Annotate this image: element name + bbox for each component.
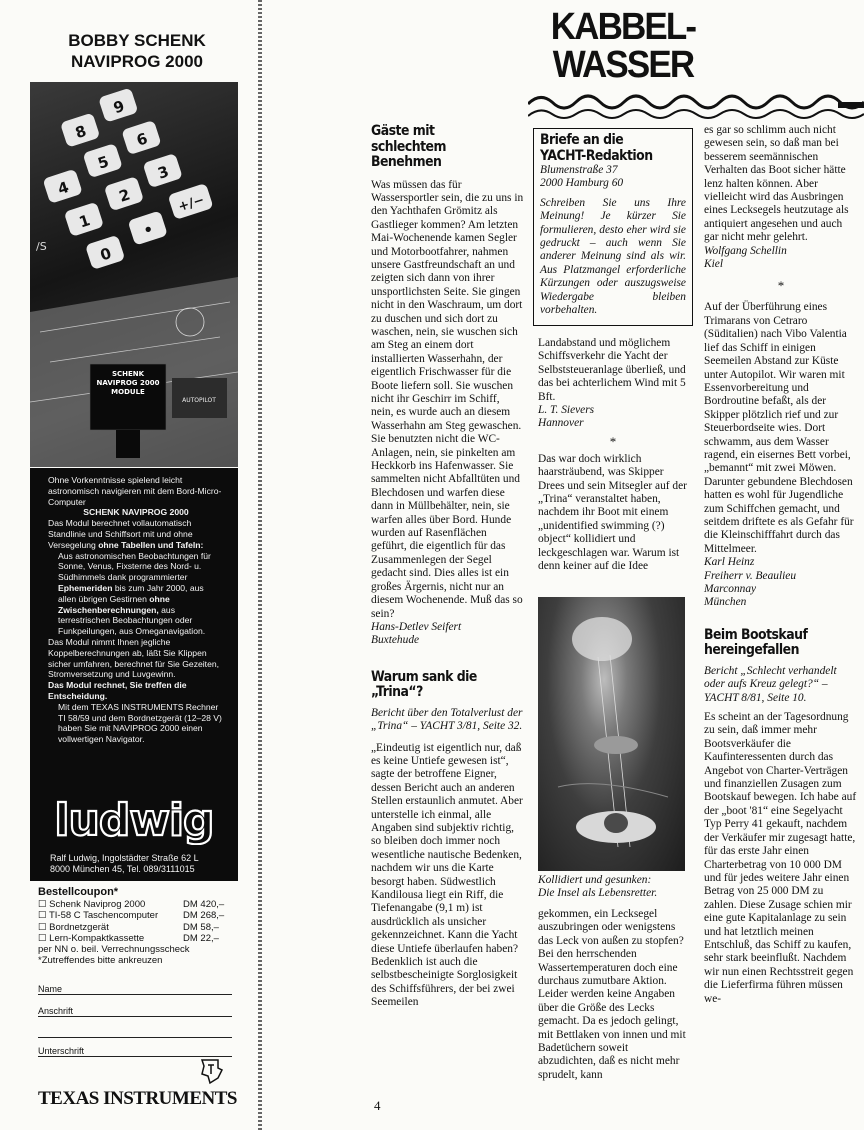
ad-address-line1: Ralf Ludwig, Ingolstädter Straße 62 L: [50, 853, 199, 863]
article-reference: Bericht „Schlecht verhandelt oder aufs Kreuz gelegt?“ –YACHT 8/81, Seite 10.: [704, 664, 837, 704]
calculator-key: [42, 169, 82, 204]
article-reference: Bericht über den Totalverlust der „Trina“ – YACHT 3/81, Seite 32.: [371, 706, 523, 733]
svg-text:1: 1: [76, 211, 93, 232]
article-body: Es scheint an der Tagesordnung zu sein, daß immer mehr Bootsverkäufer die Kaufinteressenten durch das Angebot von Charter-Verträgen und finanziellen Zusagen zum Bootskauf bewegen. Ich habe auf der „boot '81“ eine Segelyacht Typ Perry 41 gekauft, nachdem der Verkäufer mir zugesagt hatte, für das erste Jahr einen Charterbetrag von 10 000 DM und für jedes weitere Jahr einen Betrag von 25 000 DM zu zahlen. Diese Zusage schien mir eine gute Kapitalanlage zu sein und hat letztlich meinen Entschluß, das Schiff zu kaufen, sehr stark beeinflußt. Nachdem wir nun einen Rechtsstreit gegen die Lieferfirma führen müssen we-: [704, 711, 857, 1005]
ad-desc3: Das Modul nimmt Ihnen jegliche Koppelberechnungen ab, läßt Sie Klippen sicher umfahren, berechnet für Sie Gezeiten, Stromversetzung und Luvgewinn.: [48, 636, 220, 680]
column-1: [371, 124, 524, 1010]
ad-address: [50, 853, 230, 875]
coupon-item[interactable]: ☐ Lern-Kompaktkassette DM 22,–: [38, 932, 219, 944]
letters-heading: Briefe an die YACHT-Redaktion: [540, 132, 653, 164]
column-3: [704, 124, 858, 1006]
calculator-key: [121, 120, 161, 155]
svg-text:4: 4: [55, 178, 72, 199]
column-2-continued: [538, 908, 688, 1082]
page-number: 4: [374, 1098, 381, 1113]
calculator-key: [168, 183, 214, 220]
signature-field[interactable]: Unterschrift: [38, 1046, 232, 1057]
svg-text:6: 6: [134, 129, 150, 150]
ad-product-name: SCHENK NAVIPROG 2000: [83, 507, 189, 518]
calculator-key: [104, 176, 144, 211]
article-body: gekommen, ein Lecksegel auszubringen oder wenigstens das Leck von außen zu stopfen? Bei den herrschenden Wassertemperaturen doch eine durchaus zumutbare Aktion. Leider werden keine Angaben über die Größe des Lecks gemacht. Da es jedoch gelingt, mit Bettlaken von innen und mit Badetüchern soweit abzudichten, daß es nicht mehr sprudelt, kann: [538, 908, 686, 1081]
coupon-title: Bestellcoupon*: [38, 886, 119, 898]
address-field-line2[interactable]: [38, 1025, 232, 1038]
address-field[interactable]: Anschrift: [38, 1006, 232, 1017]
calculator-key: [128, 210, 168, 245]
letters-box: [533, 128, 693, 326]
ad-desc2: Aus astronomischen Beobachtungen für Sonne, Venus, Fixsterne des Nord- u. Südhimmels dank programmierter Ephemeriden bis zum Jahr 2000, aus allen übrigen Gestirnen ohne Zwischenberechnungen, aus terrestrischen Beobachtungen oder Funkpeilungen, aus Omeganavigation.: [58, 550, 211, 637]
article-signature: L. T. Sievers: [538, 404, 595, 417]
svg-text:8: 8: [73, 121, 89, 143]
ad-desc1: Das Modul berechnet vollautomatisch Standlinie und Schiffsort mit und ohne Versegelung: [48, 518, 193, 550]
masthead-line1: KABBEL-: [550, 6, 696, 48]
liferaft-illustration: [538, 597, 685, 871]
section-divider: *: [609, 433, 617, 449]
masthead-line2: WASSER: [552, 44, 694, 86]
column-2: [538, 337, 688, 574]
svg-text:2: 2: [116, 185, 133, 206]
ad-description: [48, 475, 224, 745]
article-signature: Hans-Detlev Seifert: [371, 620, 462, 633]
masthead: [538, 8, 708, 100]
coupon-item[interactable]: ☐ Bordnetzgerät DM 58,–: [38, 921, 219, 933]
svg-text:5: 5: [95, 152, 112, 173]
masthead-waves: [528, 88, 864, 128]
article-signature: Wolfgang Schellin: [704, 244, 787, 257]
article-signature-city: Hannover: [538, 417, 584, 430]
ti-logo-icon: [196, 1056, 226, 1086]
svg-text:0: 0: [98, 244, 114, 265]
article-body: Was müssen das für Wassersportler sein, die zu uns in den Yachthafen Grömitz als Gastlieger kommen? Am letzten Mai-Wochenende kamen Segler und Motorbootfahrer, nahmen unsere Gastfreundschaft an und zeigten sich dann von ihrer unsportlichsten Seite. Sie gingen nicht in den Waschraum, um dort zu duschen und sich dort zu waschen, nein, sie wuschen sich am Steg an einem dort installierten Wasserhahn, der eigentlich Frischwasser für die Boote liefern soll. Sie wuschen nicht ihr Geschirr im Schiff, nein, es wurde auch an diesem Wasserhahn am Steg gewaschen. Sie benutzten nicht die WC-Anlagen, nein, sie pinkelten am Heckkorb ins Hafenwasser. Sie sammelten nicht Abfalltüten und Blechdosen und warfen diese dann in Müllbehälter, nein, sie warfen alles über Bord. Hunde wurden auf Rasenflächen geführt, die eigentlich für das Zusammenlegen der Segel gedacht sind. Dies alles ist ein großes Ärgernis, nicht nur an diesem Wochenende. Muß das so sein?: [371, 178, 524, 620]
ad-desc5: Mit dem TEXAS INSTRUMENTS Rechner TI 58/59 und dem Bordnetzgerät (12–28 V) haben Sie mit NAVIPROG 2000 einen vollwertigen Navigator.: [58, 701, 222, 745]
module-label: SCHENK NAVIPROG 2000 MODULE: [96, 370, 160, 396]
ad-intro: Ohne Vorkenntnisse spielend leicht astronomisch navigieren mit dem Bord-Micro-Computer: [48, 475, 222, 507]
name-field[interactable]: Name: [38, 984, 232, 995]
article-body: Das war doch wirklich haarsträubend, was Skipper Drees und sein Mitsegler auf der „Trina“ veranstaltet haben, nachdem ihr Boot mit einem „unidentified swimming (?) object“ kollidiert und leckgeschlagen war. Warum ist denn keiner auf die Idee: [538, 452, 687, 573]
article-signature-city: Kiel: [704, 258, 723, 271]
sinking-yacht-photo: [538, 597, 685, 871]
article-body: „Eindeutig ist eigentlich nur, daß es keine Untiefe gewesen ist“, sagte der betroffene Eigner, dessen Bericht auch an anderen Stellen erstaunlich anmutet. Aber unterstelle ich einmal, alle Angaben sind subjektiv richtig, so bleiben doch immer noch wesentliche nautische Bedenken, nachdem wir uns die Karte besorgt haben. Südwestlich Kandilousa liegt ein Riff, die Tiefenangabe (9,1 m) ist ausdrücklich als unsicher gekennzeichnet. Kann die Yacht diese Untiefe überlaufen haben? Bedenklich ist auch die selbstbescheinigte Sorglosigkeit des Schiffsführers, der bei zwei Seemeilen: [371, 741, 523, 1009]
svg-text:•: •: [140, 219, 156, 240]
letters-address-street: Blumenstraße 37: [540, 164, 618, 176]
calculator-key: [60, 113, 100, 148]
masthead-bar: [838, 102, 864, 108]
autopilot-label: AUTOPILOT: [182, 397, 216, 404]
calculator-key: [143, 153, 183, 188]
calculator-key: [98, 87, 138, 122]
article-body: Landabstand und möglichem Schiffsverkehr die Yacht der Selbststeueranlage überließ, und das bei achterlichem Wind mit 5 Bft.: [538, 337, 686, 403]
ad-desc4: Das Modul rechnet, Sie treffen die Entscheidung.: [48, 680, 187, 701]
ludwig-logo: [40, 793, 228, 845]
article-body: Auf der Überführung eines Trimarans von Cetraro (Süditalien) nach Vibo Valentia lief das Schiff in einigen Seemeilen Abstand zur Küste unter Autopilot. Wir waren mit Essenvorbereitung und Bordroutine befaßt, als der Skipper plötzlich rief und zur Steuerbordseite wies. Dort schwamm, aus dem Wasser ragend, ein eisernes Bett vorbei, „bemannt“ mit zwei Möwen. Darunter gebundene Blechdosen hatten es wohl für Jugendliche zum Schiffchen gemacht, und seitdem driftete es als Gefahr für die Kleinschifffahrt durch das Mittelmeer.: [704, 301, 854, 555]
caption-line2: Die Insel als Lebensretter.: [538, 887, 658, 900]
article-signature-title: Freiherr v. Beaulieu: [704, 569, 797, 582]
coupon-item[interactable]: ☐ TI-58 C Taschencomputer DM 268,–: [38, 910, 225, 922]
article-heading: Beim Bootskauf hereingefallen: [704, 626, 808, 659]
photo-caption: [538, 874, 688, 901]
article-signature-name: Marconnay: [704, 583, 757, 595]
letters-address-city: 2000 Hamburg 60: [540, 177, 624, 190]
article-body: es gar so schlimm auch nicht gewesen sein, so daß man bei besserem seemännischen Verhalten das Boot sicher hätte lenz halten können. Aber vielleicht wird das Ausbringen eines Lecksegels heutzutage als antiquiert angesehen und auch gar nicht mehr gelehrt.: [704, 124, 849, 244]
ad-title: BOBBY SCHENK NAVIPROG 2000: [68, 31, 206, 71]
article-heading: Warum sank die „Trina“?: [371, 668, 477, 701]
article-signature-city: Buxtehude: [371, 634, 420, 647]
ad-description-box: [30, 468, 238, 881]
ad-address-line2: 8000 München 45, Tel. 089/3111015: [50, 864, 195, 874]
article-signature: Karl Heinz: [704, 556, 755, 569]
calculator-key-label: /S: [36, 240, 47, 253]
article-signature-city: München: [704, 596, 747, 609]
letters-note: Schreiben Sie uns Ihre Meinung! Je kürzer Sie formulieren, desto eher wird sie gedruckt – auch wenn Sie anderer Meinung sind als wir. Aus Platzmangel erforderliche Kürzungen oder auszugsweise Wiedergabe bleiben vorbehalten.: [540, 196, 686, 317]
caption-line1: Kollidiert und gesunken:: [538, 874, 652, 886]
order-coupon: [38, 885, 238, 967]
coupon-item[interactable]: ☐ Schenk Naviprog 2000 DM 420,–: [38, 899, 225, 910]
section-divider: *: [777, 278, 785, 294]
ad-desc1-bold: ohne Tabellen und Tafeln:: [98, 539, 204, 550]
svg-text:3: 3: [155, 162, 172, 183]
coupon-footnote: *Zutreffendes bitte ankreuzen: [38, 955, 163, 967]
calculator-illustration: [30, 82, 238, 467]
page-gutter: [258, 0, 262, 1130]
calculator-key: [64, 202, 104, 237]
svg-text:9: 9: [111, 96, 127, 118]
svg-text:+/−: +/−: [176, 192, 207, 216]
ad-calculator-photo: [30, 82, 238, 467]
ti-brand: TEXAS INSTRUMENTS: [38, 1088, 237, 1109]
calculator-key: [83, 143, 123, 178]
article-heading: Gäste mit schlechtem Benehmen: [371, 123, 446, 170]
svg-text:ludwig: ludwig: [54, 795, 214, 845]
coupon-note: per NN o. beil. Verrechnungsscheck: [38, 944, 190, 956]
calculator-key: [85, 235, 125, 270]
